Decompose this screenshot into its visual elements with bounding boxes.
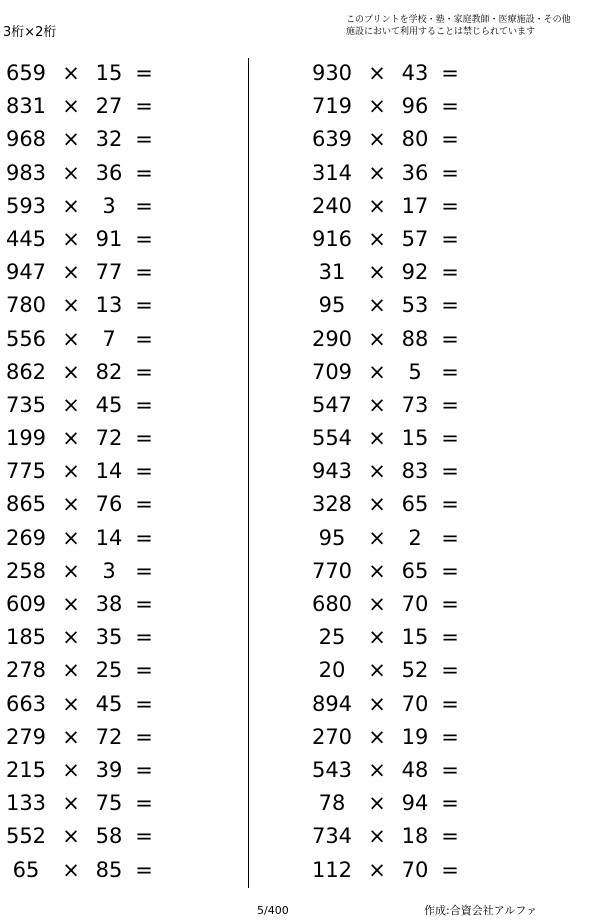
equals-sign: =: [441, 791, 459, 816]
multiplier: 94: [401, 791, 429, 816]
multiplier: 14: [95, 525, 123, 550]
times-sign: ×: [368, 558, 386, 583]
times-sign: ×: [62, 226, 80, 251]
multiplicand: 290: [311, 326, 353, 351]
times-sign: ×: [368, 791, 386, 816]
times-sign: ×: [368, 226, 386, 251]
multiplicand: 314: [311, 160, 353, 185]
multiplier: 13: [95, 293, 123, 318]
multiplier: 82: [95, 359, 123, 384]
equals-sign: =: [135, 326, 153, 351]
equals-sign: =: [441, 824, 459, 849]
multiplicand: 328: [311, 492, 353, 517]
problem-row: [3, 588, 163, 621]
problem-row: [3, 323, 163, 356]
multiplier: 7: [102, 326, 116, 351]
times-sign: ×: [62, 326, 80, 351]
equals-sign: =: [441, 525, 459, 550]
multiplier: 15: [401, 426, 429, 451]
times-sign: ×: [368, 691, 386, 716]
multiplier: 75: [95, 791, 123, 816]
problem-row: [3, 787, 163, 820]
problem-row: [309, 389, 469, 422]
multiplier: 3: [102, 558, 116, 583]
usage-notice-line-1: このプリントを学校・塾・家庭教師・医療施設・その他: [346, 15, 571, 25]
problem-row: [309, 289, 469, 322]
multiplier: 70: [401, 691, 429, 716]
page-number: 5/400: [257, 904, 289, 917]
times-sign: ×: [368, 426, 386, 451]
multiplier: 45: [95, 392, 123, 417]
equals-sign: =: [135, 525, 153, 550]
problem-row: [3, 654, 163, 687]
multiplier: 18: [401, 824, 429, 849]
equals-sign: =: [135, 426, 153, 451]
multiplicand: 31: [318, 260, 346, 285]
equals-sign: =: [441, 61, 459, 85]
equals-sign: =: [135, 160, 153, 185]
times-sign: ×: [368, 293, 386, 318]
multiplicand: 240: [311, 193, 353, 218]
problem-row: [309, 256, 469, 289]
left-problem-column: [3, 57, 163, 887]
multiplicand: 593: [5, 193, 47, 218]
multiplier: 70: [401, 592, 429, 616]
multiplicand: 639: [311, 127, 353, 152]
multiplicand: 947: [5, 260, 47, 285]
multiplier: 43: [401, 61, 429, 85]
problem-row: [309, 754, 469, 787]
equals-sign: =: [135, 94, 153, 119]
equals-sign: =: [441, 691, 459, 716]
multiplier: 52: [401, 658, 429, 683]
multiplier: 3: [102, 193, 116, 218]
equals-sign: =: [441, 392, 459, 417]
equals-sign: =: [135, 193, 153, 218]
times-sign: ×: [368, 824, 386, 849]
problem-row: [3, 123, 163, 156]
multiplicand: 547: [311, 392, 353, 417]
multiplier: 36: [401, 160, 429, 185]
equals-sign: =: [441, 757, 459, 782]
problem-row: [309, 223, 469, 256]
equals-sign: =: [441, 558, 459, 583]
times-sign: ×: [368, 757, 386, 782]
equals-sign: =: [135, 824, 153, 849]
equals-sign: =: [441, 426, 459, 451]
problem-row: [3, 488, 163, 521]
equals-sign: =: [441, 160, 459, 185]
multiplicand: 65: [12, 857, 40, 882]
times-sign: ×: [368, 94, 386, 119]
multiplier: 91: [95, 226, 123, 251]
problem-row: [309, 522, 469, 555]
multiplier: 38: [95, 592, 123, 616]
equals-sign: =: [441, 724, 459, 749]
times-sign: ×: [368, 127, 386, 152]
multiplier: 80: [401, 127, 429, 152]
times-sign: ×: [368, 492, 386, 517]
problem-row: [3, 356, 163, 389]
multiplicand: 185: [5, 625, 47, 650]
times-sign: ×: [62, 426, 80, 451]
times-sign: ×: [368, 61, 386, 85]
times-sign: ×: [62, 392, 80, 417]
equals-sign: =: [135, 658, 153, 683]
multiplicand: 20: [318, 658, 346, 683]
multiplier: 92: [401, 260, 429, 285]
multiplier: 72: [95, 426, 123, 451]
multiplicand: 930: [311, 61, 353, 85]
multiplicand: 719: [311, 94, 353, 119]
multiplier: 15: [95, 61, 123, 85]
times-sign: ×: [368, 658, 386, 683]
times-sign: ×: [62, 757, 80, 782]
equals-sign: =: [441, 658, 459, 683]
multiplicand: 709: [311, 359, 353, 384]
equals-sign: =: [135, 459, 153, 484]
problem-row: [3, 57, 163, 90]
multiplicand: 609: [5, 592, 47, 616]
multiplicand: 215: [5, 757, 47, 782]
times-sign: ×: [62, 658, 80, 683]
problem-row: [309, 323, 469, 356]
worksheet-title: 3桁×2桁: [3, 25, 57, 40]
times-sign: ×: [368, 392, 386, 417]
multiplicand: 556: [5, 326, 47, 351]
multiplier: 73: [401, 392, 429, 417]
multiplier: 53: [401, 293, 429, 318]
times-sign: ×: [368, 193, 386, 218]
multiplicand: 199: [5, 426, 47, 451]
times-sign: ×: [368, 525, 386, 550]
problem-row: [3, 223, 163, 256]
problem-row: [3, 754, 163, 787]
times-sign: ×: [368, 724, 386, 749]
equals-sign: =: [441, 193, 459, 218]
equals-sign: =: [135, 592, 153, 616]
multiplier: 2: [408, 525, 422, 550]
equals-sign: =: [441, 625, 459, 650]
multiplicand: 968: [5, 127, 47, 152]
problem-row: [309, 57, 469, 90]
problem-row: [3, 621, 163, 654]
multiplicand: 270: [311, 724, 353, 749]
multiplier: 5: [408, 359, 422, 384]
multiplicand: 95: [318, 293, 346, 318]
times-sign: ×: [62, 857, 80, 882]
multiplier: 88: [401, 326, 429, 351]
multiplier: 70: [401, 857, 429, 882]
multiplicand: 894: [311, 691, 353, 716]
problem-row: [3, 820, 163, 853]
multiplicand: 680: [311, 592, 353, 616]
multiplicand: 543: [311, 757, 353, 782]
times-sign: ×: [62, 160, 80, 185]
problem-row: [3, 688, 163, 721]
multiplier: 96: [401, 94, 429, 119]
multiplier: 27: [95, 94, 123, 119]
problem-row: [3, 90, 163, 123]
multiplier: 17: [401, 193, 429, 218]
times-sign: ×: [62, 492, 80, 517]
multiplier: 65: [401, 492, 429, 517]
equals-sign: =: [441, 260, 459, 285]
multiplier: 45: [95, 691, 123, 716]
author-credit: 作成:合資会社アルファ: [424, 904, 538, 917]
multiplicand: 112: [311, 857, 353, 882]
equals-sign: =: [441, 293, 459, 318]
problem-row: [309, 455, 469, 488]
problem-row: [3, 190, 163, 223]
problem-row: [309, 157, 469, 190]
multiplier: 65: [401, 558, 429, 583]
times-sign: ×: [368, 592, 386, 616]
right-problem-column: [309, 57, 469, 887]
multiplicand: 279: [5, 724, 47, 749]
multiplicand: 445: [5, 226, 47, 251]
problem-row: [3, 721, 163, 754]
multiplier: 15: [401, 625, 429, 650]
times-sign: ×: [62, 260, 80, 285]
multiplicand: 865: [5, 492, 47, 517]
multiplier: 76: [95, 492, 123, 517]
problem-row: [3, 289, 163, 322]
problem-row: [3, 389, 163, 422]
times-sign: ×: [62, 791, 80, 816]
multiplier: 57: [401, 226, 429, 251]
problem-row: [309, 422, 469, 455]
times-sign: ×: [368, 260, 386, 285]
multiplier: 58: [95, 824, 123, 849]
multiplier: 39: [95, 757, 123, 782]
times-sign: ×: [62, 824, 80, 849]
problem-row: [3, 157, 163, 190]
problem-row: [309, 854, 469, 887]
problem-row: [309, 820, 469, 853]
multiplicand: 916: [311, 226, 353, 251]
problem-row: [309, 588, 469, 621]
problem-row: [309, 688, 469, 721]
multiplier: 85: [95, 857, 123, 882]
equals-sign: =: [441, 857, 459, 882]
times-sign: ×: [62, 359, 80, 384]
equals-sign: =: [135, 359, 153, 384]
times-sign: ×: [62, 61, 80, 85]
multiplier: 19: [401, 724, 429, 749]
problem-row: [309, 190, 469, 223]
multiplicand: 258: [5, 558, 47, 583]
equals-sign: =: [135, 791, 153, 816]
equals-sign: =: [135, 691, 153, 716]
equals-sign: =: [441, 127, 459, 152]
multiplicand: 943: [311, 459, 353, 484]
times-sign: ×: [368, 459, 386, 484]
times-sign: ×: [368, 359, 386, 384]
multiplicand: 770: [311, 558, 353, 583]
problem-row: [309, 123, 469, 156]
equals-sign: =: [441, 94, 459, 119]
equals-sign: =: [441, 592, 459, 616]
multiplicand: 831: [5, 94, 47, 119]
problem-row: [309, 787, 469, 820]
equals-sign: =: [441, 459, 459, 484]
times-sign: ×: [368, 857, 386, 882]
multiplicand: 862: [5, 359, 47, 384]
multiplicand: 25: [318, 625, 346, 650]
multiplicand: 269: [5, 525, 47, 550]
problem-row: [309, 721, 469, 754]
equals-sign: =: [441, 492, 459, 517]
equals-sign: =: [135, 127, 153, 152]
problem-row: [3, 422, 163, 455]
multiplicand: 734: [311, 824, 353, 849]
multiplier: 72: [95, 724, 123, 749]
problem-row: [309, 488, 469, 521]
problem-row: [309, 621, 469, 654]
multiplicand: 552: [5, 824, 47, 849]
times-sign: ×: [62, 558, 80, 583]
equals-sign: =: [135, 226, 153, 251]
multiplicand: 775: [5, 459, 47, 484]
times-sign: ×: [62, 525, 80, 550]
equals-sign: =: [135, 61, 153, 85]
times-sign: ×: [62, 459, 80, 484]
multiplicand: 95: [318, 525, 346, 550]
problem-row: [3, 522, 163, 555]
multiplier: 77: [95, 260, 123, 285]
problem-row: [3, 555, 163, 588]
multiplier: 83: [401, 459, 429, 484]
multiplicand: 983: [5, 160, 47, 185]
equals-sign: =: [441, 326, 459, 351]
problem-row: [309, 555, 469, 588]
equals-sign: =: [135, 625, 153, 650]
equals-sign: =: [135, 492, 153, 517]
multiplier: 35: [95, 625, 123, 650]
times-sign: ×: [62, 193, 80, 218]
problem-row: [3, 455, 163, 488]
times-sign: ×: [62, 592, 80, 616]
column-divider: [248, 58, 249, 888]
multiplier: 25: [95, 658, 123, 683]
multiplier: 48: [401, 757, 429, 782]
times-sign: ×: [368, 625, 386, 650]
multiplicand: 735: [5, 392, 47, 417]
problem-row: [309, 654, 469, 687]
multiplicand: 554: [311, 426, 353, 451]
equals-sign: =: [441, 226, 459, 251]
equals-sign: =: [135, 260, 153, 285]
times-sign: ×: [62, 94, 80, 119]
times-sign: ×: [62, 625, 80, 650]
problem-row: [3, 854, 163, 887]
times-sign: ×: [368, 160, 386, 185]
multiplicand: 659: [5, 61, 47, 85]
multiplicand: 663: [5, 691, 47, 716]
multiplier: 36: [95, 160, 123, 185]
multiplicand: 278: [5, 658, 47, 683]
equals-sign: =: [135, 293, 153, 318]
equals-sign: =: [441, 359, 459, 384]
times-sign: ×: [62, 724, 80, 749]
equals-sign: =: [135, 857, 153, 882]
multiplier: 14: [95, 459, 123, 484]
equals-sign: =: [135, 724, 153, 749]
multiplicand: 78: [318, 791, 346, 816]
usage-notice: [346, 14, 586, 38]
times-sign: ×: [368, 326, 386, 351]
times-sign: ×: [62, 127, 80, 152]
equals-sign: =: [135, 558, 153, 583]
problem-row: [3, 256, 163, 289]
usage-notice-line-2: 施設において利用することは禁じられています: [346, 27, 536, 37]
multiplicand: 780: [5, 293, 47, 318]
equals-sign: =: [135, 392, 153, 417]
multiplicand: 133: [5, 791, 47, 816]
equals-sign: =: [135, 757, 153, 782]
problem-row: [309, 90, 469, 123]
times-sign: ×: [62, 293, 80, 318]
times-sign: ×: [62, 691, 80, 716]
problem-row: [309, 356, 469, 389]
multiplier: 32: [95, 127, 123, 152]
